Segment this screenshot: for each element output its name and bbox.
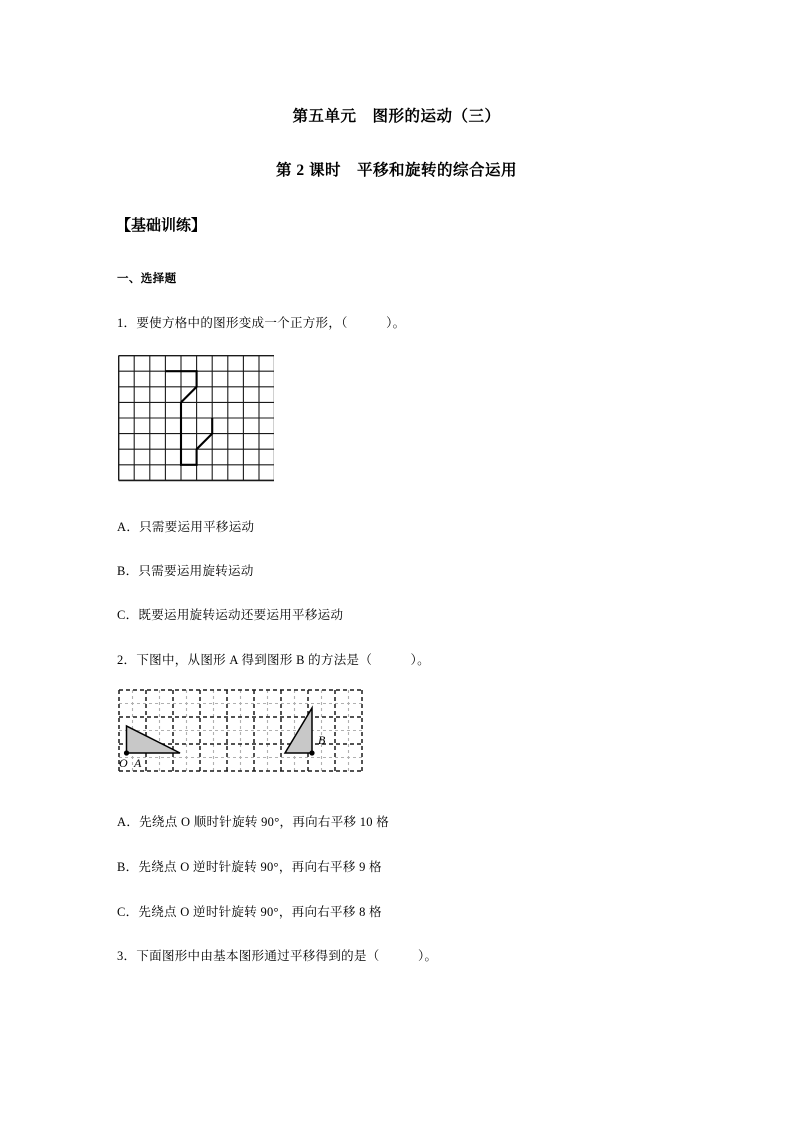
unit-title: 第五单元 图形的运动（三） (292, 108, 501, 125)
triangle-a-label: A (134, 756, 142, 770)
origin-point (124, 750, 129, 755)
section-title: 【基础训练】 (116, 218, 207, 234)
question-2-text: 2．下图中，从图形 A 得到图形 B 的方法是（ ）。 (117, 653, 430, 667)
triangle-b-label: B (318, 733, 326, 747)
triangle-a (127, 726, 181, 753)
question-1-text: 1．要使方格中的图形变成一个正方形，（ ）。 (117, 316, 406, 330)
triangle-b-anchor-point (309, 750, 314, 755)
question-3-text: 3．下面图形中由基本图形通过平移得到的是（ ）。 (117, 949, 438, 963)
question-1-figure-grid (118, 355, 274, 488)
grid-lines-minor (119, 690, 362, 771)
question-2-option-b[interactable]: B．先绕点 O 逆时针旋转 90°，再向右平移 9 格 (117, 860, 382, 874)
origin-label: O (119, 756, 128, 770)
question-2-option-a[interactable]: A．先绕点 O 顺时针旋转 90°，再向右平移 10 格 (117, 815, 390, 829)
lesson-title: 第 2 课时 平移和旋转的综合运用 (275, 162, 517, 179)
question-1-option-c[interactable]: C．既要运用旋转运动还要运用平移运动 (117, 608, 344, 622)
dashed-grid-triangles-svg (117, 688, 363, 780)
subsection-title-choice-questions: 一、选择题 (117, 273, 177, 285)
question-2-figure-grid (117, 688, 363, 780)
grid-polyline-svg (118, 355, 274, 488)
question-1-option-b[interactable]: B．只需要运用旋转运动 (117, 564, 254, 578)
question-1-option-a[interactable]: A．只需要运用平移运动 (117, 520, 255, 534)
question-2-option-c[interactable]: C．先绕点 O 逆时针旋转 90°，再向右平移 8 格 (117, 905, 382, 919)
